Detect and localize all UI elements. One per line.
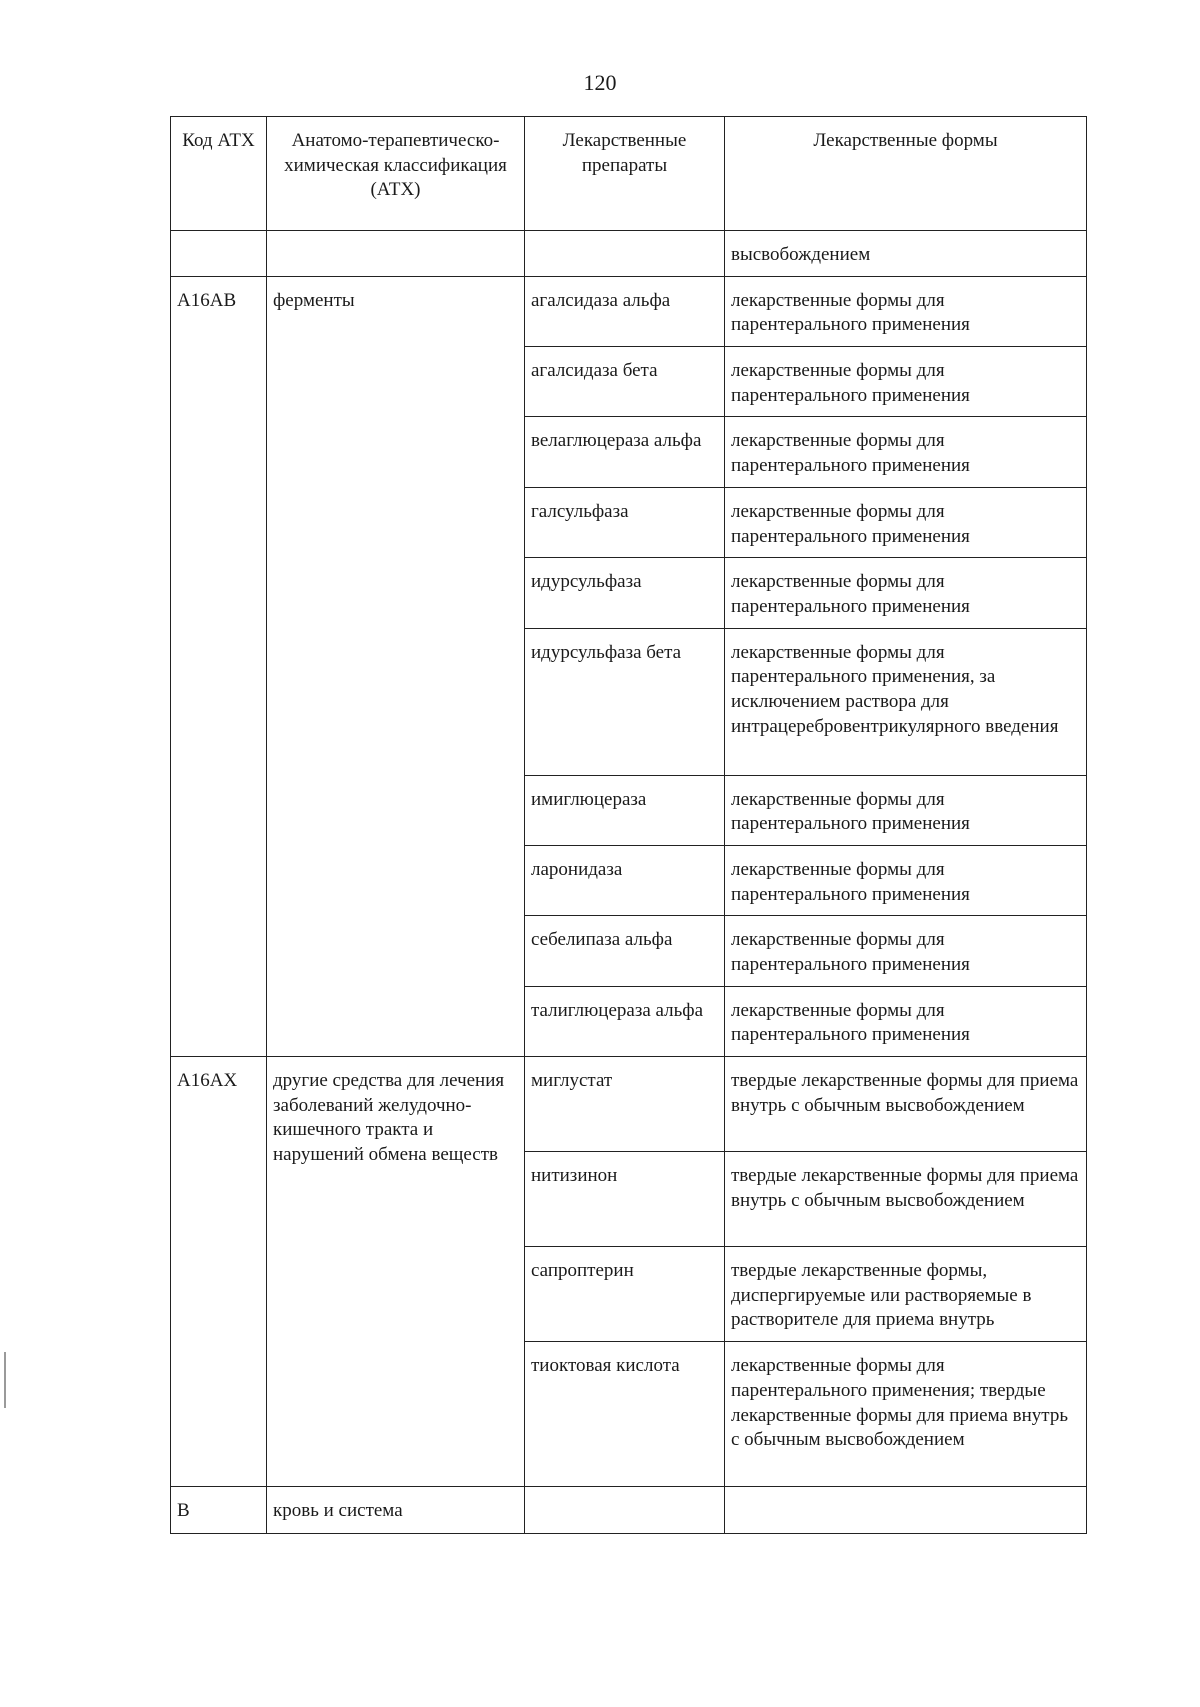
table-row xyxy=(171,1487,1087,1534)
drug-name: нитизинон xyxy=(525,1152,725,1247)
drug-form: твердые лекарственные формы для приема внутрь с обычным высвобождением xyxy=(725,1152,1087,1247)
drug-name: имиглюцераза xyxy=(525,775,725,845)
drug-form: лекарственные формы для парентерального применения xyxy=(725,276,1087,346)
drug-name: миглустат xyxy=(525,1057,725,1152)
group-code: A16AX xyxy=(171,1057,267,1487)
group-code: A16AB xyxy=(171,276,267,1056)
drug-form: лекарственные формы для парентерального применения xyxy=(725,845,1087,915)
header-code: Код АТХ xyxy=(171,117,267,231)
drug-name: агалсидаза бета xyxy=(525,347,725,417)
group-name: кровь и система xyxy=(267,1487,525,1534)
drug-name: тиоктовая кислота xyxy=(525,1342,725,1487)
drug-form: лекарственные формы для парентерального применения xyxy=(725,417,1087,487)
header-classification: Анатомо-терапевтическо-химическая классификация (АТХ) xyxy=(267,117,525,231)
drug-form: лекарственные формы для парентерального применения, за исключением раствора для интрацеребровентрикулярного введения xyxy=(725,628,1087,775)
continuation-classification xyxy=(267,231,525,277)
drug-form: лекарственные формы для парентерального применения xyxy=(725,347,1087,417)
drug-form: твердые лекарственные формы, диспергируемые или растворяемые в растворителе для приема внутрь xyxy=(725,1247,1087,1342)
header-forms: Лекарственные формы xyxy=(725,117,1087,231)
group-code: B xyxy=(171,1487,267,1534)
drug-name: идурсульфаза xyxy=(525,558,725,628)
group-name: другие средства для лечения заболеваний желудочно-кишечного тракта и нарушений обмена веществ xyxy=(267,1057,525,1487)
header-drugs: Лекарственные препараты xyxy=(525,117,725,231)
drug-name xyxy=(525,1487,725,1534)
drug-form: твердые лекарственные формы для приема внутрь с обычным высвобождением xyxy=(725,1057,1087,1152)
drug-name: идурсульфаза бета xyxy=(525,628,725,775)
atx-table xyxy=(170,116,1087,1534)
drug-name: себелипаза альфа xyxy=(525,916,725,986)
continuation-code xyxy=(171,231,267,277)
drug-name: велаглюцераза альфа xyxy=(525,417,725,487)
drug-form: лекарственные формы для парентерального применения xyxy=(725,487,1087,557)
drug-form: лекарственные формы для парентерального применения xyxy=(725,558,1087,628)
drug-form xyxy=(725,1487,1087,1534)
scan-margin-mark xyxy=(4,1352,6,1408)
continuation-row xyxy=(171,231,1087,277)
table-row xyxy=(171,1057,1087,1152)
drug-form: лекарственные формы для парентерального применения; твердые лекарственные формы для приема внутрь с обычным высвобождением xyxy=(725,1342,1087,1487)
continuation-form: высвобождением xyxy=(725,231,1087,277)
drug-name: галсульфаза xyxy=(525,487,725,557)
group-name: ферменты xyxy=(267,276,525,1056)
table-header-row xyxy=(171,117,1087,231)
drug-form: лекарственные формы для парентерального применения xyxy=(725,916,1087,986)
drug-name: ларонидаза xyxy=(525,845,725,915)
drug-form: лекарственные формы для парентерального применения xyxy=(725,986,1087,1056)
table-row xyxy=(171,276,1087,346)
continuation-drug xyxy=(525,231,725,277)
drug-name: сапроптерин xyxy=(525,1247,725,1342)
drug-name: талиглюцераза альфа xyxy=(525,986,725,1056)
drug-name: агалсидаза альфа xyxy=(525,276,725,346)
drug-form: лекарственные формы для парентерального применения xyxy=(725,775,1087,845)
page-number: 120 xyxy=(583,70,617,95)
